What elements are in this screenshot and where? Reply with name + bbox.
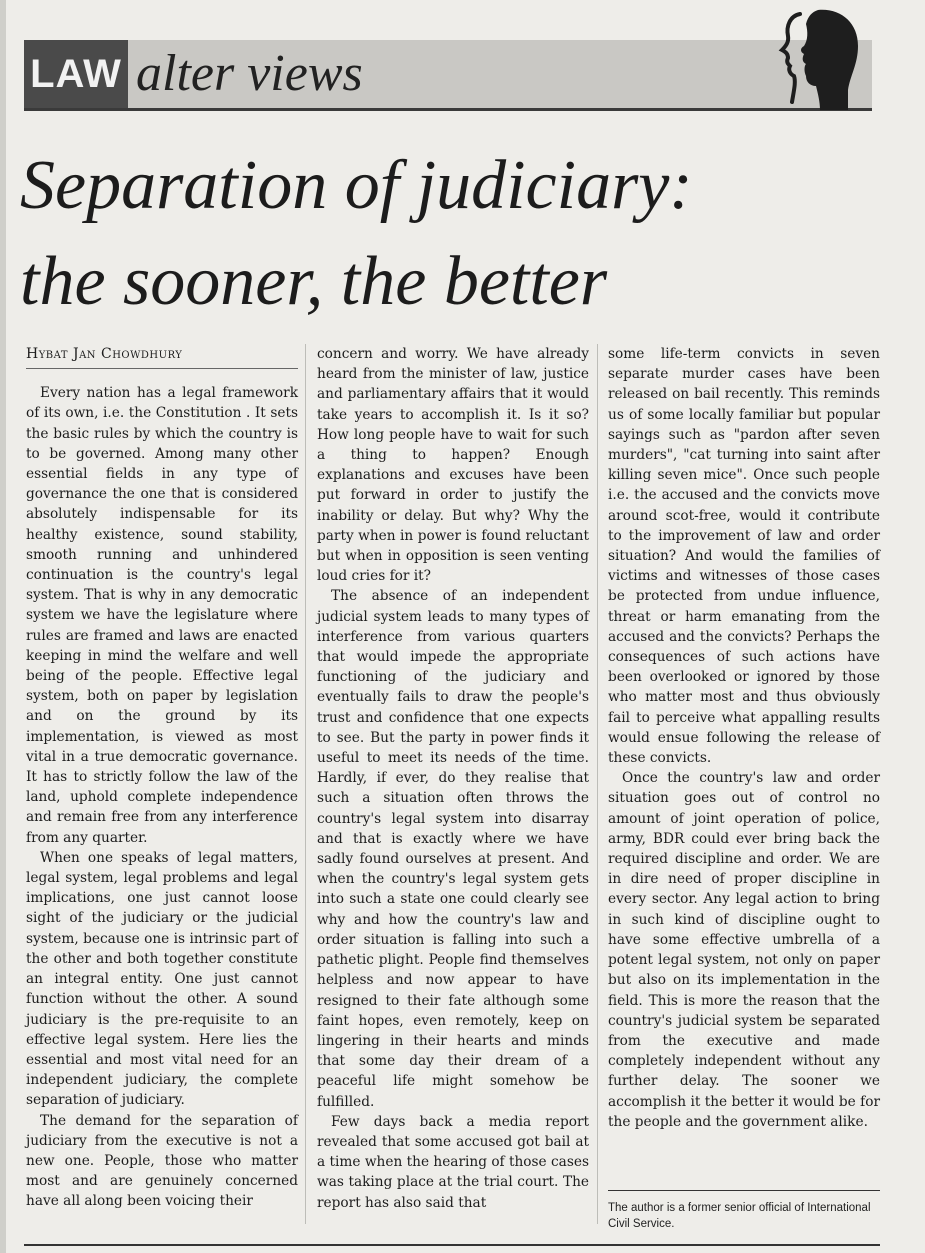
page-edge: [0, 0, 6, 1253]
column-divider: [305, 344, 306, 1224]
law-tag: LAW: [24, 40, 128, 108]
bottom-rule: [24, 1244, 880, 1246]
headline-line-2: the sooner, the better: [20, 243, 608, 320]
paragraph: The demand for the separation of judiciary from the executive is not a new one. People, those who matter most and are genuinely concerned have all along been voicing their: [26, 1112, 298, 1210]
paragraph: When one speaks of legal matters, legal system, legal problems and legal implications, one just cannot loose sight of the judiciary or the judicial system, because one is intrinsic part of the other and both together constitute an integral entity. One just cannot function without the other. A sound judiciary is the pre-requisite to an effective legal system. Here lies the essential and most vital need for an independent judiciary, the complete separation of judiciary.: [26, 849, 298, 1109]
article-column-3: [608, 344, 880, 1132]
section-title: alter views: [136, 45, 363, 102]
author-note: The author is a former senior official of International Civil Service.: [608, 1202, 871, 1230]
paragraph: Few days back a media report revealed that some accused got bail at a time when the hearing of those cases was taking place at the trial court. The report has also said that: [317, 1113, 589, 1211]
paragraph: The absence of an independent judicial system leads to many types of interference from various quarters that would impede the appropriate functioning of the judiciary and eventually fails to draw the people's trust and confidence that one expects to see. But the party in power finds it useful to meet its needs of the time. Hardly, if ever, do they realise that such a situation often throws the country's legal system into disarray and that is exactly where we have sadly found ourselves at present. And when the country's legal system gets into such a state one could clearly see why and how the country's law and order situation is falling into such a pathetic plight. People find themselves helpless and now appear to have resigned to their fate although some faint hopes, even remotely, keep on lingering in their hearts and minds that some day their dream of a peaceful life might somehow be fulfilled.: [317, 588, 589, 1110]
author-note-divider: [608, 1190, 880, 1191]
paragraph: some life-term convicts in seven separate murder cases have been released on bail recently. This reminds us of some locally familiar but popular sayings such as "pardon after seven murders", "cat turning into saint after killing seven mice". Once such people i.e. the accused and the convicts move around scot-free, would it contribute to the improvement of law and order situation? And would the families of victims and witnesses of those cases be protected from undue influence, threat or harm emanating from the accused and the convicts? Perhaps the consequences of such actions have been overlooked or ignored by those who matter most and thus obviously fail to perceive what appalling results would ensue following the release of these convicts.: [608, 346, 880, 767]
byline: Hybat Jan Chowdhury: [26, 344, 298, 369]
paragraph: Once the country's law and order situation goes out of control no amount of joint operation of police, army, BDR could ever bring back the required discipline and order. We are in dire need of proper discipline in every sector. Any legal action to bring in such kind of discipline ought to have some effective umbrella of a potent legal system, not only on paper but also on its implementation in the field. This is more the reason that the country's judicial system be separated from the executive and made completely independent without any further delay. The sooner we accomplish it the better it would be for the people and the government alike.: [608, 770, 880, 1130]
profile-head-icon: [760, 6, 870, 110]
section-header: [24, 40, 872, 111]
headline: [20, 138, 900, 330]
paragraph: concern and worry. We have already heard from the minister of law, justice and parliamentary affairs that it would take years to accomplish it. Is it so? How long people have to wait for such a thing to happen? Enough explanations and excuses have been put forward in order to justify the inability or delay. But why? Why the party when in power is found reluctant but when in opposition is seen venting loud cries for it?: [317, 346, 589, 585]
paragraph: Every nation has a legal framework of its own, i.e. the Constitution . It sets the basic rules by which the country is to be governed. Among many other essential fields in any type of governance the one that is considered absolutely indispensable for its healthy existence, sound stability, smooth running and unhindered continuation is the country's legal system. That is why in any democratic system we have the legislature where rules are framed and laws are enacted keeping in mind the welfare and well being of the people. Effective legal system, both on paper by legislation and on the ground by its implementation, is viewed as most vital in a true democratic governance. It has to strictly follow the law of the land, uphold complete independence and remain free from any interference from any quarter.: [26, 385, 298, 846]
article-column-2: [317, 344, 589, 1213]
headline-line-1: Separation of judiciary:: [20, 147, 693, 224]
article-column-1: [26, 344, 298, 1212]
column-divider: [597, 344, 598, 1224]
